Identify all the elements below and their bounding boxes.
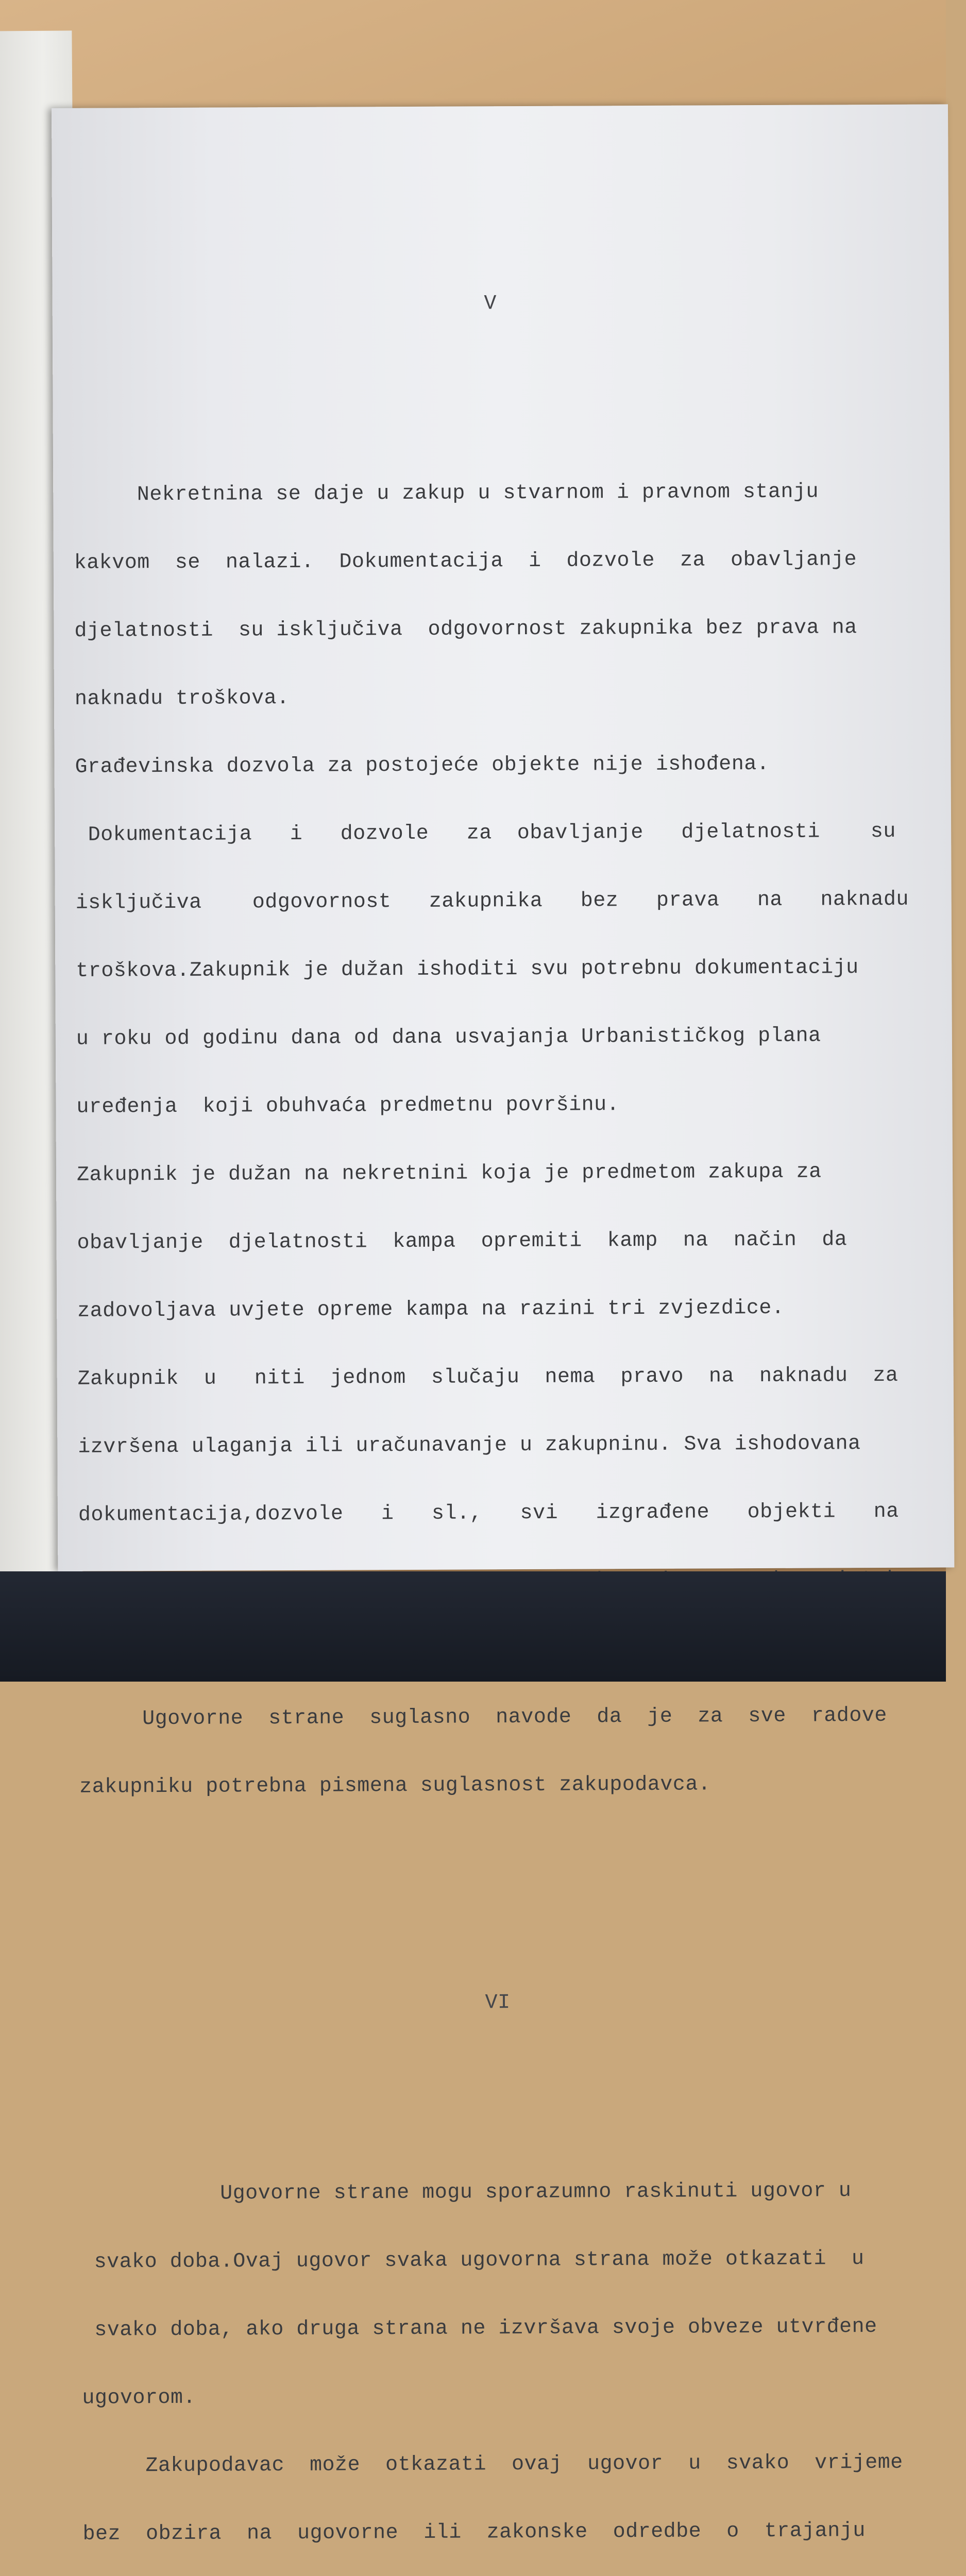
text-line: svako doba, ako druga strana ne izvršava svoje obveze utvrđene (81, 2315, 877, 2342)
text-line: zadovoljava uvjete opreme kampa na razini tri zvjezdice. (77, 1296, 785, 1323)
spacer (73, 359, 908, 394)
spacer (81, 2058, 916, 2093)
document-page (52, 104, 954, 2546)
text-line: ugovorom. (82, 2386, 196, 2410)
section-vi-body (81, 2134, 921, 2576)
text-line: uređenja koji obuhvaća predmetnu površinu. (76, 1093, 620, 1119)
dark-foreground-edge (0, 1571, 946, 1682)
text-line: troškova.Zakupnik je dužan ishoditi svu potrebnu dokumentaciju (76, 956, 859, 983)
document-text (73, 223, 925, 2576)
text-line: obavljanje djelatnosti kampa opremiti kamp na način da (77, 1228, 848, 1255)
text-line: naknadu troškova. (74, 686, 290, 711)
text-line: isključiva odgovornost zakupnika bez prava na naknadu (75, 888, 909, 915)
text-line: Ugovorne strane suglasno navode da je za sve radove (79, 1704, 887, 1731)
text-line: Zakupnik je dužan na nekretnini koja je predmetom zakupa za (76, 1160, 822, 1187)
text-line: Građevinska dozvola za postojeće objekte nije ishođena. (75, 752, 770, 779)
text-line: Ugovorne strane mogu sporazumno raskinuti ugovor u (81, 2179, 852, 2206)
text-line: kakvom se nalazi. Dokumentacija i dozvole za obavljanje (74, 548, 857, 575)
section-heading-vi: VI (485, 1991, 511, 2015)
text-line: Zakupnik u niti jednom slučaju nema pravo na naknadu za (77, 1364, 899, 1391)
text-line: dokumentacija,dozvole i sl., svi izgrađene objekti na (78, 1500, 899, 1527)
text-line: Dokumentacija i dozvole za obavljanje djelatnosti su (75, 820, 896, 847)
text-line: svako doba.Ovaj ugovor svaka ugovorna strana može otkazati u (81, 2247, 865, 2274)
text-line: izvršena ulaganja ili uračunavanje u zakupninu. Sva ishodovana (78, 1432, 861, 1459)
section-heading-v: V (484, 292, 497, 316)
spacer (80, 1909, 914, 1948)
text-line: Nekretnina se daje u zakup u stvarnom i pravnom stanju (74, 480, 819, 507)
text-line: Zakupodavac može otkazati ovaj ugovor u svako vrijeme (82, 2451, 903, 2478)
text-line: djelatnosti su isključiva odgovornost zakupnika bez prava na (74, 616, 857, 643)
text-line: bez obzira na ugovorne ili zakonske odredbe o trajanju (82, 2519, 866, 2546)
text-line: zakupniku potrebna pismena suglasnost zakupodavca. (79, 1773, 711, 1799)
text-line: u roku od godinu dana od dana usvajanja Urbanističkog plana (76, 1024, 821, 1051)
